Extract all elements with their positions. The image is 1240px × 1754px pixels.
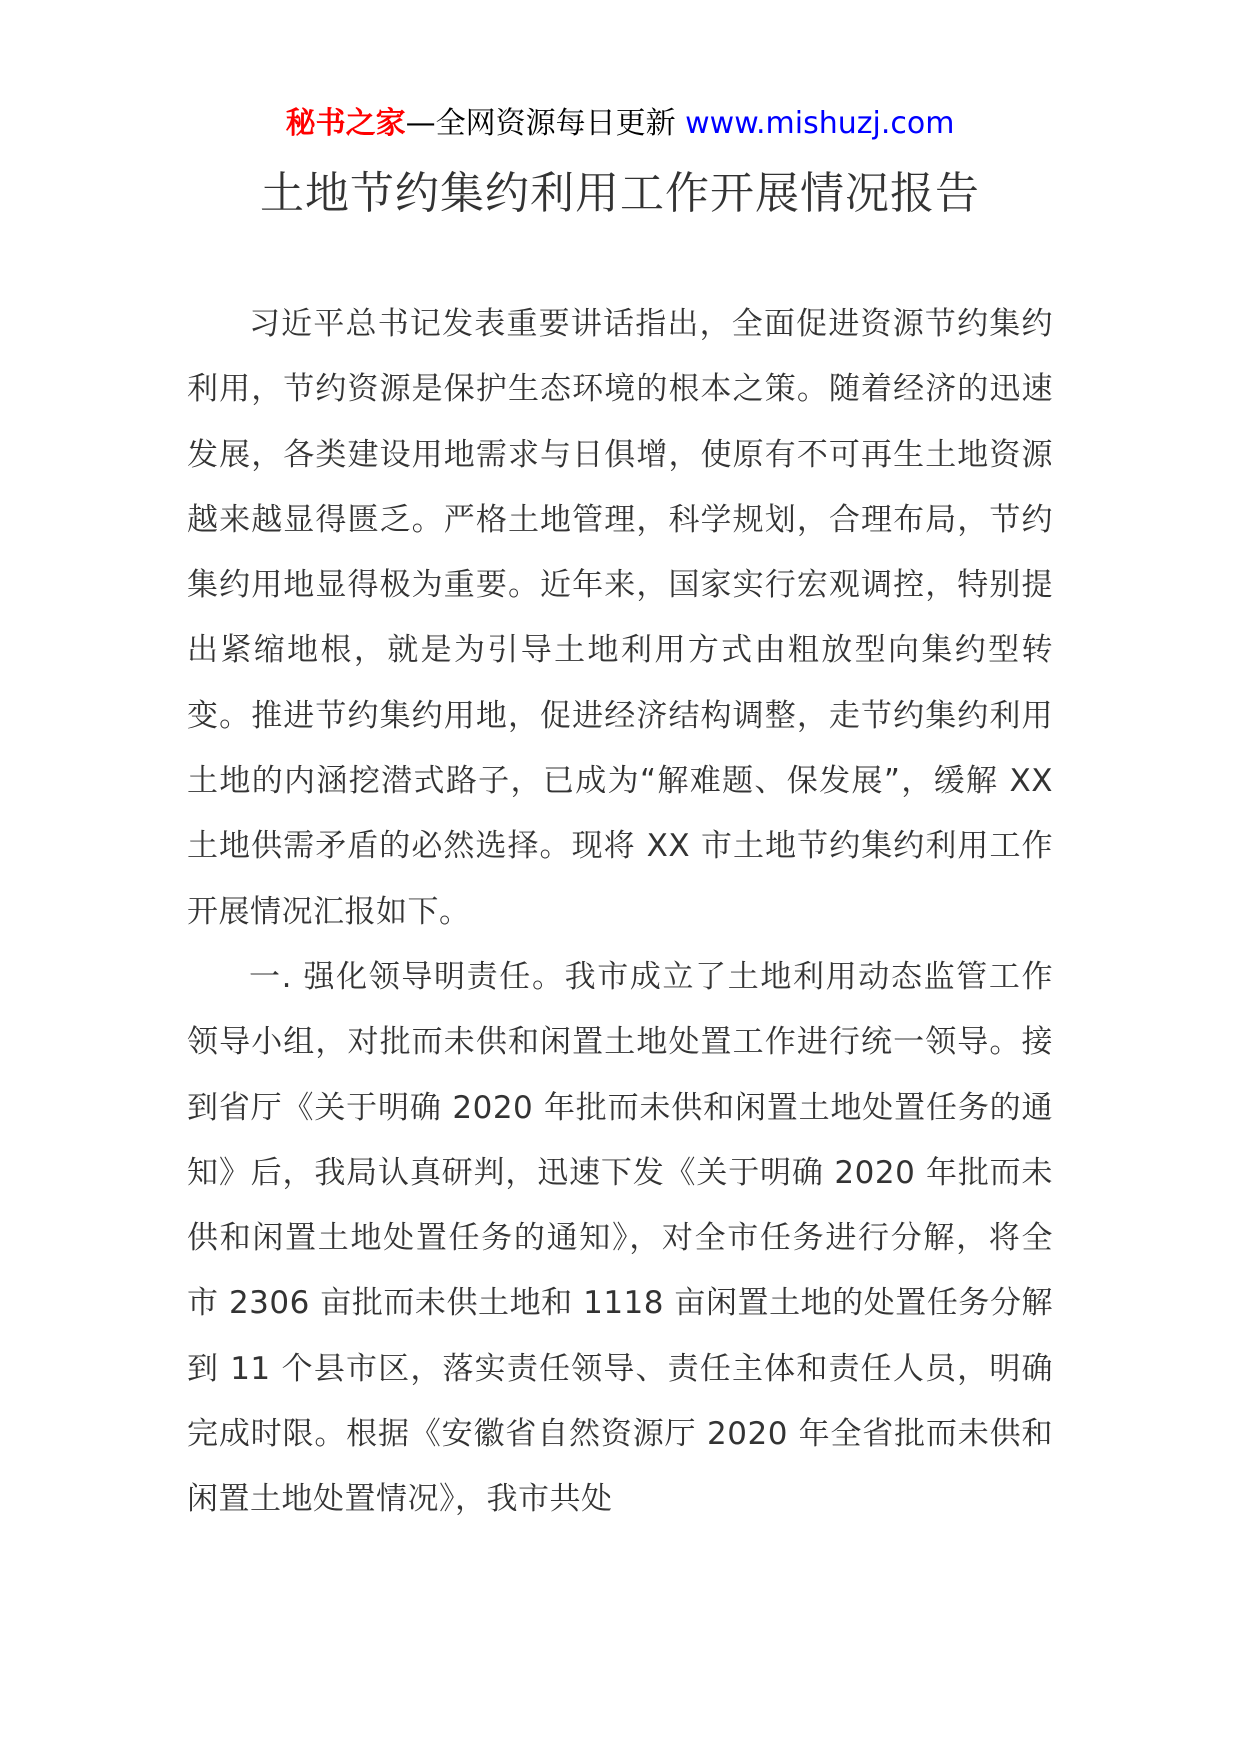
site-tagline: —全网资源每日更新 bbox=[405, 106, 676, 141]
document-title: 土地节约集约利用工作开展情况报告 bbox=[260, 168, 980, 219]
document-body bbox=[187, 292, 1053, 1533]
site-header bbox=[0, 104, 1240, 144]
paragraph-intro: 习近平总书记发表重要讲话指出，全面促进资源节约集约利用，节约资源是保护生态环境的根本之策。随着经济的迅速发展，各类建设用地需求与日俱增，使原有不可再生土地资源越来越显得匮乏。严格土地管理，科学规划，合理布局，节约集约用地显得极为重要。近年来，国家实行宏观调控，特别提出紧缩地根，就是为引导土地利用方式由粗放型向集约型转变。推进节约集约用地，促进经济结构调整，走节约集约利用土地的内涵挖潜式路子，已成为“解难题、保发展”，缓解 XX 土地供需矛盾的必然选择。现将 XX 市土地节约集约利用工作开展情况汇报如下。 bbox=[187, 306, 1053, 930]
site-brand: 秘书之家 bbox=[285, 106, 406, 141]
site-url-link[interactable]: www.mishuzj.com bbox=[685, 106, 955, 141]
paragraph-section-one: 一. 强化领导明责任。我市成立了土地利用动态监管工作领导小组，对批而未供和闲置土地处置工作进行统一领导。接到省厅《关于明确 2020 年批而未供和闲置土地处置任务的通知》后，我局认真研判，迅速下发《关于明确 2020 年批而未供和闲置土地处置任务的通知》，对全市任务进行分解，将全市 2306 亩批而未供土地和 1118 亩闲置土地的处置任务分解到 11 个县市区，落实责任领导、责任主体和责任人员，明确完成时限。根据《安徽省自然资源厅 2020 年全省批而未供和闲置土地处置情况》，我市共处 bbox=[187, 958, 1053, 1518]
